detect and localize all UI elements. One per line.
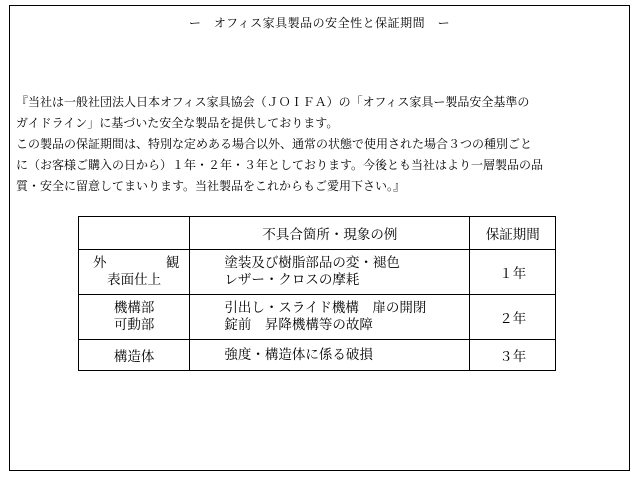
period-cell: ２年 bbox=[470, 295, 556, 340]
table-header-row bbox=[79, 217, 556, 250]
paragraph-line: この製品の保証期間は、特別な定めある場合以外、通常の状態で使用された場合３つの種別ごと bbox=[16, 137, 533, 151]
category-char: 観 bbox=[165, 255, 180, 271]
table-row bbox=[79, 295, 556, 340]
paragraph-line: に（お客様ご購入の日から）１年・２年・３年としております。今後とも当社はより一層製品の品 bbox=[16, 158, 544, 172]
warranty-table bbox=[78, 216, 556, 371]
category-line: 表面仕上 bbox=[107, 272, 162, 288]
document-page bbox=[9, 5, 630, 471]
examples-cell bbox=[190, 295, 470, 340]
paragraph-line: 質・安全に留意してまいります。当社製品をこれからもご愛用下さい。』 bbox=[16, 179, 406, 193]
category-line: 機構部 bbox=[113, 300, 155, 316]
header-category bbox=[79, 217, 190, 250]
period-cell: １年 bbox=[470, 250, 556, 295]
table-row bbox=[79, 340, 556, 371]
example-line: 塗装及び樹脂部品の変・褪色 bbox=[224, 255, 400, 271]
header-period: 保証期間 bbox=[470, 217, 556, 250]
paragraph-line: ガイドライン」に基づいた安全な製品を提供しております。 bbox=[16, 116, 339, 130]
category-cell bbox=[79, 295, 190, 340]
category-line: 可動部 bbox=[113, 317, 155, 333]
document-title: ー オフィス家具製品の安全性と保証期間 ー bbox=[188, 16, 451, 30]
period-cell: ３年 bbox=[470, 340, 556, 371]
example-line: 錠前 昇降機構等の故障 bbox=[224, 317, 373, 333]
table-row bbox=[79, 250, 556, 295]
example-line: 引出し・スライド機構 扉の開閉 bbox=[224, 300, 427, 316]
category-cell bbox=[79, 250, 190, 295]
paragraph-line: 『当社は一般社団法人日本オフィス家具協会（ＪＯＩＦＡ）の「オフィス家具ー製品安全基準の bbox=[16, 95, 530, 109]
examples-cell: 強度・構造体に係る破損 bbox=[190, 340, 470, 371]
category-line bbox=[79, 255, 189, 272]
category-cell: 構造体 bbox=[79, 340, 190, 371]
header-examples: 不具合箇所・現象の例 bbox=[190, 217, 470, 250]
intro-paragraph bbox=[16, 92, 628, 197]
examples-cell bbox=[190, 250, 470, 295]
example-line: レザー・クロスの摩耗 bbox=[224, 272, 360, 288]
category-char: 外 bbox=[93, 255, 107, 271]
